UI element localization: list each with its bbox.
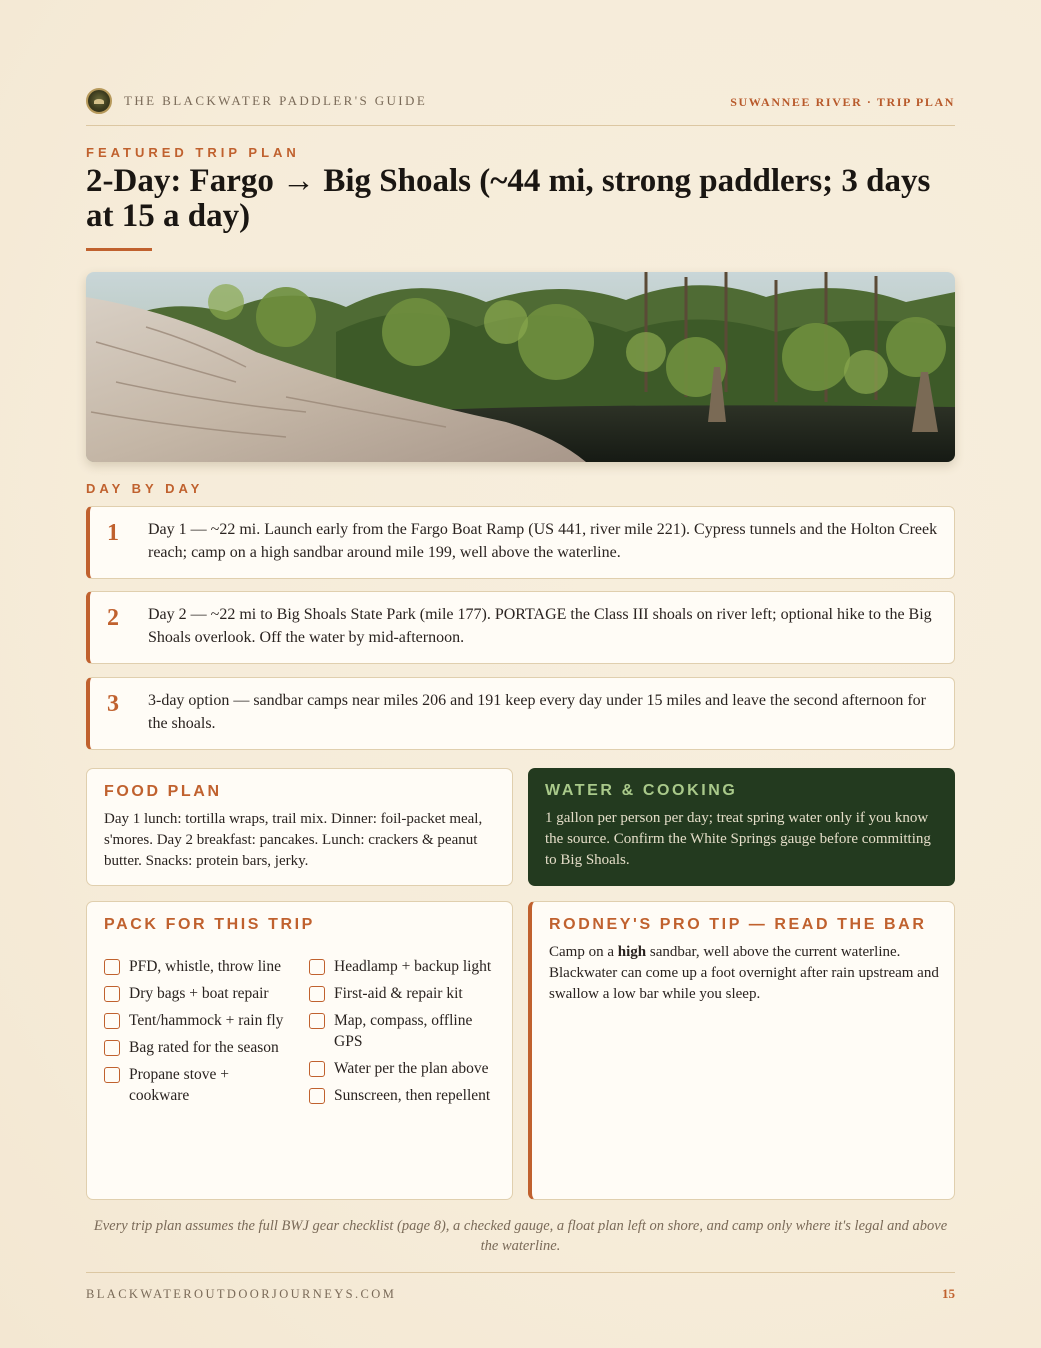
footer-website[interactable]: BLACKWATEROUTDOORJOURNEYS.COM <box>86 1287 397 1301</box>
water-cooking-title: WATER & COOKING <box>545 782 738 799</box>
checkbox[interactable] <box>309 986 325 1002</box>
checklist-item-label: Bag rated for the season <box>129 1039 279 1056</box>
day-number: 1 <box>107 520 119 546</box>
checklist-item[interactable] <box>104 1037 292 1058</box>
pack-list-column-2 <box>309 956 499 1112</box>
day-card-1 <box>86 506 955 579</box>
water-cooking-box <box>528 768 955 886</box>
checklist-item-label: PFD, whistle, throw line <box>129 958 281 975</box>
checkbox[interactable] <box>309 1088 325 1104</box>
checkbox[interactable] <box>104 1013 120 1029</box>
day-by-day-heading: DAY BY DAY <box>86 481 204 496</box>
checkbox[interactable] <box>309 959 325 975</box>
checklist-item[interactable] <box>309 1085 499 1106</box>
checkbox[interactable] <box>104 959 120 975</box>
pro-tip-text-start: Camp on a <box>549 944 618 960</box>
pack-list-column-1 <box>104 956 292 1112</box>
pro-tip-title: RODNEY'S PRO TIP — READ THE BAR <box>549 916 927 933</box>
pro-tip-box <box>528 901 955 1200</box>
checklist-item-label: Water per the plan above <box>334 1060 489 1077</box>
eyebrow-label: FEATURED TRIP PLAN <box>86 145 300 160</box>
hero-river-image <box>86 272 955 462</box>
checklist-item[interactable] <box>104 983 292 1004</box>
food-plan-text: Day 1 lunch: tortilla wraps, trail mix. Dinner: foil-packet meal, s'mores. Day 2 breakfast: pancakes. Lunch: crackers & peanut butter. Snacks: protein bars, jerky. <box>104 811 483 869</box>
day-description: Day 2 — ~22 mi to Big Shoals State Park (mile 177). PORTAGE the Class III shoals on river left; optional hike to the Big Shoals overlook. Off the water by mid-afternoon. <box>148 606 932 646</box>
checklist-item[interactable] <box>104 1064 292 1106</box>
brand-name: THE BLACKWATER PADDLER'S GUIDE <box>124 93 428 108</box>
page-header <box>86 88 955 126</box>
checklist-item-label: Headlamp + backup light <box>334 958 492 975</box>
pro-tip-emphasis: high <box>617 944 647 960</box>
checkbox[interactable] <box>309 1061 325 1077</box>
checklist-item-label: Tent/hammock + rain fly <box>129 1012 284 1029</box>
checklist-item[interactable] <box>104 956 292 977</box>
brand-logo-icon <box>86 88 112 114</box>
day-card-3 <box>86 677 955 750</box>
pack-list-box <box>86 901 513 1200</box>
day-number: 3 <box>107 691 119 717</box>
checkbox[interactable] <box>309 1013 325 1029</box>
checklist-item[interactable] <box>309 1058 499 1079</box>
river-photo-illustration <box>86 272 955 462</box>
day-number: 2 <box>107 605 119 631</box>
pro-tip-text <box>549 942 939 1005</box>
day-card-2 <box>86 591 955 664</box>
pack-list-title: PACK FOR THIS TRIP <box>104 916 315 933</box>
checklist-item[interactable] <box>309 1010 499 1052</box>
day-description: 3-day option — sandbar camps near miles 206 and 191 keep every day under 15 miles and leave the second afternoon for the shoals. <box>148 692 926 732</box>
checkbox[interactable] <box>104 1040 120 1056</box>
pro-tip-text-end: sandbar, well above the current waterline. Blackwater can come up a foot overnight after rain upstream and swallow a low bar while you sleep. <box>549 944 939 1002</box>
water-cooking-text: 1 gallon per person per day; treat spring water only if you know the source. Confirm the White Springs gauge before committing to Big Shoals. <box>545 810 931 868</box>
page-title: 2-Day: Fargo → Big Shoals (~44 mi, strong paddlers; 3 days at 15 a day) <box>86 163 931 234</box>
checklist-item-label: Dry bags + boat repair <box>129 985 269 1002</box>
page-number: 15 <box>942 1286 955 1301</box>
food-plan-title: FOOD PLAN <box>104 783 222 800</box>
checkbox[interactable] <box>104 1067 120 1083</box>
checklist-item[interactable] <box>309 956 499 977</box>
checkbox[interactable] <box>104 986 120 1002</box>
checklist-item-label: Sunscreen, then repellent <box>334 1087 491 1104</box>
checklist-item-label: Propane stove + cookware <box>129 1066 230 1104</box>
checklist-item[interactable] <box>104 1010 292 1031</box>
checklist-item-label: Map, compass, offline GPS <box>334 1012 473 1050</box>
brand <box>86 88 427 114</box>
checklist-item-label: First-aid & repair kit <box>334 985 463 1002</box>
page-footer <box>86 1272 955 1302</box>
footer-note: Every trip plan assumes the full BWJ gear checklist (page 8), a checked gauge, a float plan left on shore, and camp only where it's legal and above the waterline. <box>93 1218 948 1254</box>
day-description: Day 1 — ~22 mi. Launch early from the Fargo Boat Ramp (US 441, river mile 221). Cypress tunnels and the Holton Creek reach; camp on a high sandbar around mile 199, well above the waterline. <box>148 521 938 561</box>
checklist-item[interactable] <box>309 983 499 1004</box>
section-name: SUWANNEE RIVER · TRIP PLAN <box>730 95 955 109</box>
food-plan-box <box>86 768 513 886</box>
title-underline <box>86 248 152 251</box>
